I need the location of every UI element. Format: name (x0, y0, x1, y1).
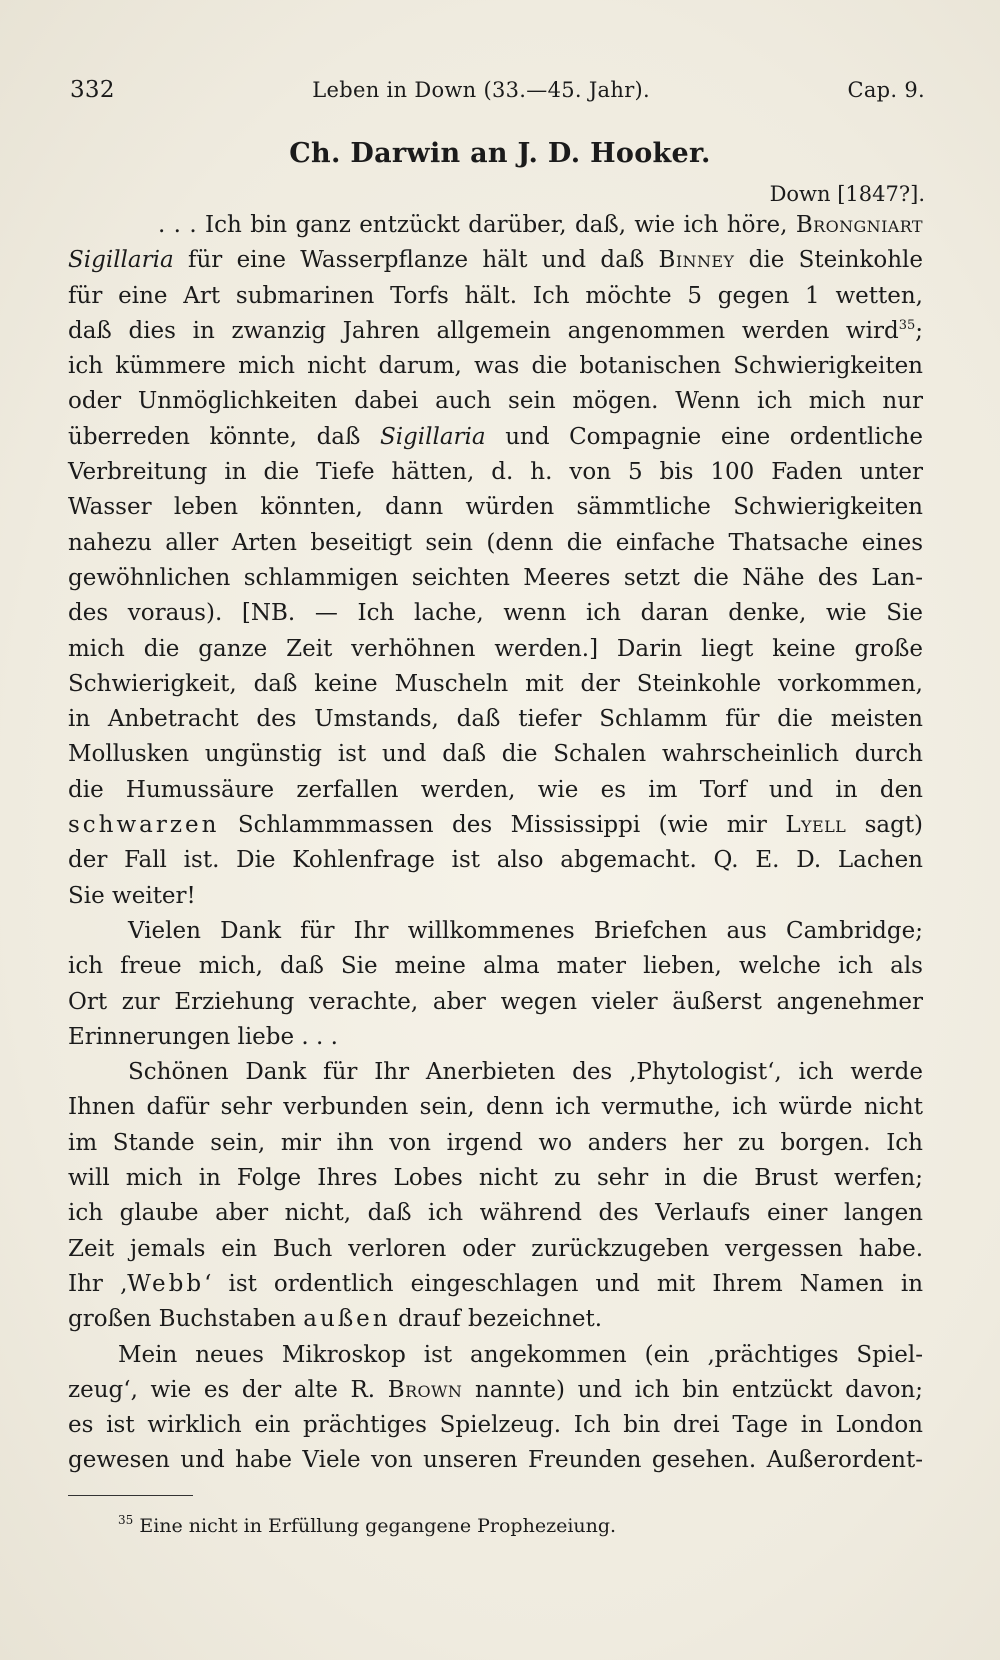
text-line: überreden könnte, daß Sigillaria und Compagnie eine ordentliche (68, 423, 924, 450)
name-brongniart: Brongniart (795, 212, 923, 238)
text-line: die Humussäure zerfallen werden, wie es im Torf und in den (68, 776, 923, 803)
text-line: Vielen Dank für Ihr willkommenes Briefchen aus Cambridge; (128, 917, 923, 944)
spaced-word: außen (303, 1306, 391, 1333)
footnote-ref: 35 (898, 317, 916, 333)
text-line: zeug‘, wie es der alte R. Brown nannte) und ich bin entzückt davon; (68, 1376, 923, 1403)
text-line: Sigillaria für eine Wasserpflanze hält und daß Binney die Steinkohle (68, 247, 923, 274)
footnote (118, 1515, 616, 1537)
text-line: Ihnen dafür sehr verbunden sein, denn ich vermuthe, ich würde nicht (68, 1094, 923, 1121)
text-line: schwarzen Schlammmassen des Mississippi (wie mir Lyell sagt) (68, 812, 924, 839)
text-line: Sie weiter! (68, 882, 196, 909)
text-line: Ort zur Erziehung verachte, aber wegen vieler äußerst angenehmer (68, 988, 923, 1015)
footnote-text: Eine nicht in Erfüllung gegangene Prophezeiung. (139, 1515, 617, 1537)
text-line: Erinnerungen liebe . . . (68, 1023, 338, 1050)
text-line: gewöhnlichen schlammigen seichten Meeres setzt die Nähe des Lan- (68, 564, 923, 591)
text-line: nahezu aller Arten beseitigt sein (denn die einfache Thatsache eines (68, 529, 923, 556)
text-line: ich freue mich, daß Sie meine alma mater lieben, welche ich als (68, 953, 923, 980)
letter-dateline: Down [1847?]. (769, 182, 925, 206)
text-line: will mich in Folge Ihres Lobes nicht zu sehr in die Brust werfen; (68, 1165, 923, 1192)
spaced-word: schwarzen (68, 812, 220, 839)
text-line: mich die ganze Zeit verhöhnen werden.] Darin liegt keine große (68, 635, 923, 662)
term-sigillaria: Sigillaria (379, 423, 486, 450)
name-brown: Brown (387, 1376, 463, 1403)
letter-title: Ch. Darwin an J. D. Hooker. (289, 138, 711, 169)
text-line: Schönen Dank für Ihr Anerbieten des ‚Phytologist‘, ich werde (128, 1059, 923, 1086)
footnote-number: 35 (118, 1513, 134, 1527)
text-line: im Stande sein, mir ihn von irgend wo anders her zu borgen. Ich (68, 1129, 923, 1156)
text-line: ich glaube aber nicht, daß ich während des Verlaufs einer langen (68, 1200, 923, 1227)
text-line: . . . Ich bin ganz entzückt darüber, daß, wie ich höre, Brongniart (158, 212, 923, 238)
text-line: gewesen und habe Viele von unseren Freunden gesehen. Außerordent- (68, 1447, 923, 1474)
text-line: ich kümmere mich nicht darum, was die botanischen Schwierigkeiten (68, 353, 923, 380)
name-binney: Binney (658, 247, 735, 274)
text-line: der Fall ist. Die Kohlenfrage ist also abgemacht. Q. E. D. Lachen (68, 847, 923, 874)
text-line: Wasser leben könnten, dann würden sämmtliche Schwierigkeiten (68, 494, 923, 521)
text-line: in Anbetracht des Umstands, daß tiefer Schlamm für die meisten (68, 706, 923, 733)
term-sigillaria: Sigillaria (68, 247, 174, 274)
running-head (70, 70, 925, 110)
text-line: Mein neues Mikroskop ist angekommen (ein ‚prächtiges Spiel- (118, 1341, 923, 1368)
text-line: es ist wirklich ein prächtiges Spielzeug. Ich bin drei Tage in London (68, 1412, 923, 1439)
letter-body (68, 208, 923, 1479)
text-line: großen Buchstaben außen drauf bezeichnet. (68, 1306, 603, 1333)
text-line: Zeit jemals ein Buch verloren oder zurückzugeben vergessen habe. (68, 1235, 923, 1262)
page-number: 332 (70, 77, 115, 103)
chapter-label: Cap. 9. (847, 78, 925, 102)
text-line: oder Unmöglichkeiten dabei auch sein mögen. Wenn ich mich nur (68, 388, 923, 415)
text-line: für eine Art submarinen Torfs hält. Ich möchte 5 gegen 1 wetten, (68, 282, 923, 309)
text-line: Ihr ‚Webb‘ ist ordentlich eingeschlagen und mit Ihrem Namen in (68, 1270, 924, 1297)
running-title: Leben in Down (33.—45. Jahr). (312, 78, 651, 102)
text-line: Schwierigkeit, daß keine Muscheln mit der Steinkohle vorkommen, (68, 670, 923, 697)
text-line: des voraus). [NB. — Ich lache, wenn ich daran denke, wie Sie (68, 600, 923, 627)
name-lyell: Lyell (785, 812, 847, 839)
text-line: Mollusken ungünstig ist und daß die Schalen wahrscheinlich durch (68, 741, 923, 768)
footnote-divider (68, 1495, 193, 1496)
spaced-word: Webb (127, 1270, 205, 1297)
text-line: daß dies in zwanzig Jahren allgemein angenommen werden wird$^{35}$; (68, 317, 923, 344)
text-line: Verbreitung in die Tiefe hätten, d. h. von 5 bis 100 Faden unter (68, 459, 923, 486)
